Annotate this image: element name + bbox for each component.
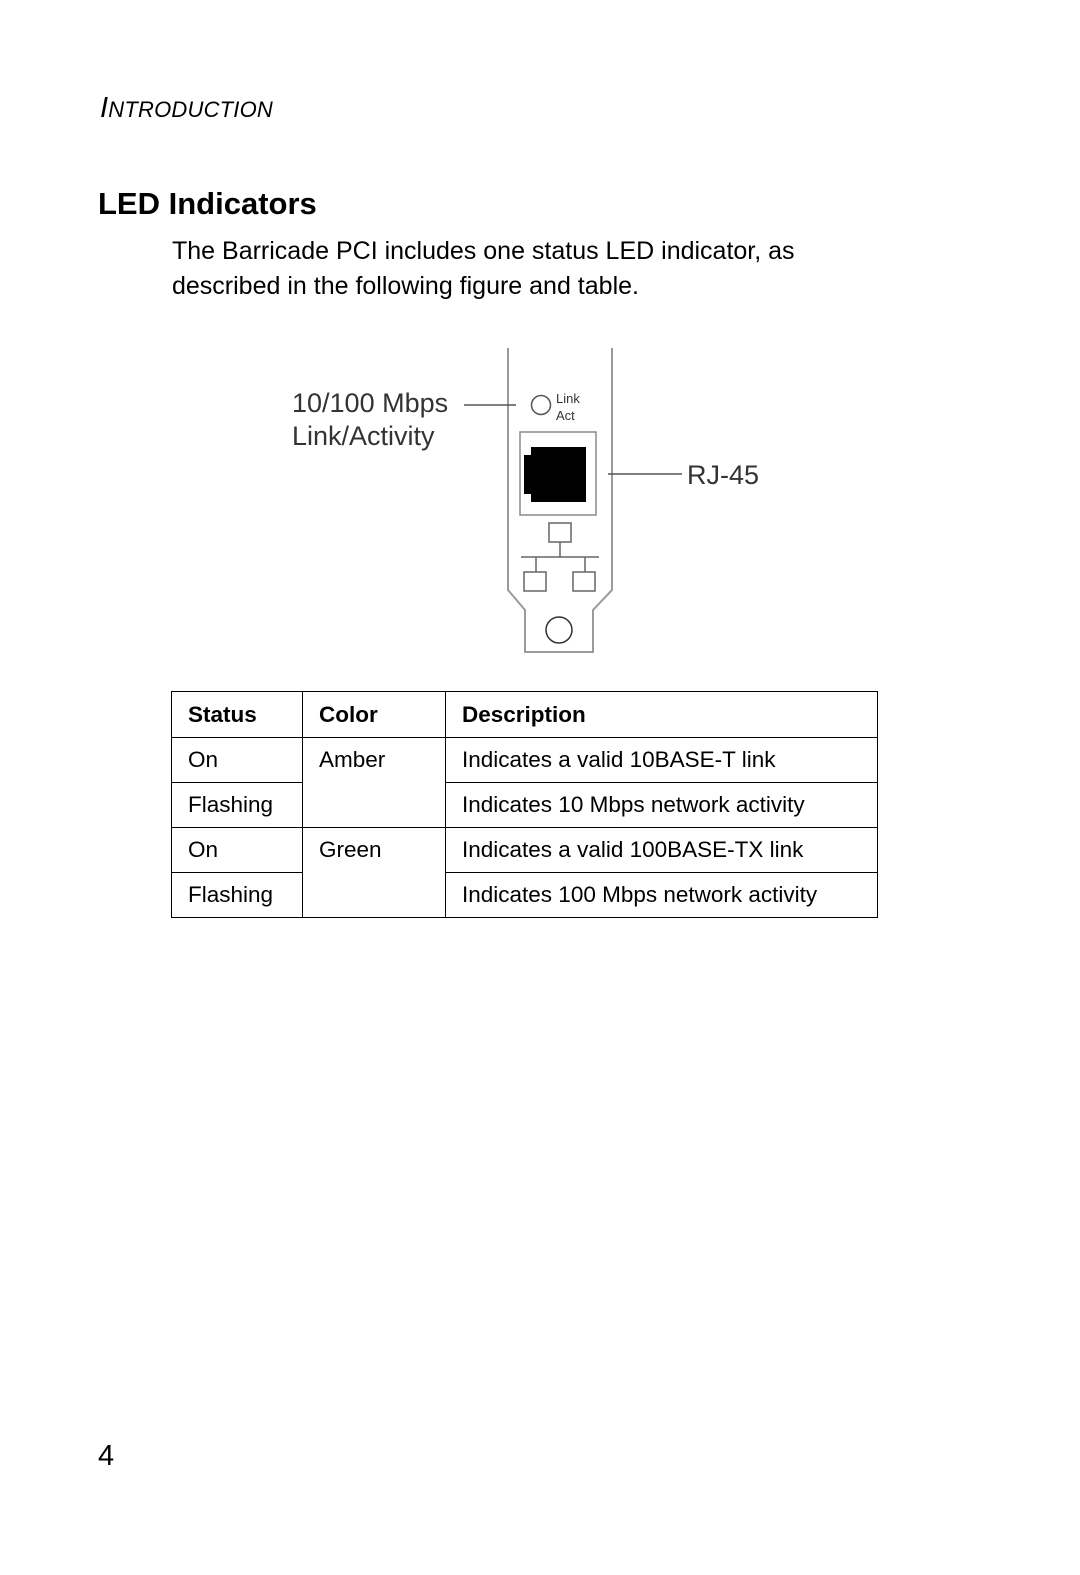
led-tag-act: Act — [556, 408, 575, 423]
cell-color: Amber — [303, 738, 446, 828]
cell-color: Green — [303, 828, 446, 918]
network-icon — [521, 523, 599, 591]
column-header-color: Color — [303, 692, 446, 738]
bracket-outline — [508, 348, 612, 652]
intro-paragraph: The Barricade PCI includes one status LED indicator, as described in the following figure and table. — [172, 237, 795, 300]
rj45-label: RJ-45 — [687, 460, 760, 490]
cell-description: Indicates a valid 10BASE-T link — [446, 738, 878, 783]
led-indicator-icon — [532, 396, 551, 415]
section-title: LED Indicators — [98, 186, 317, 221]
running-header-rest: NTRODUCTION — [108, 97, 274, 122]
cell-description: Indicates 100 Mbps network activity — [446, 873, 878, 918]
running-header — [100, 92, 273, 125]
led-status-table — [171, 691, 878, 918]
cell-status: On — [172, 828, 303, 873]
column-header-description: Description — [446, 692, 878, 738]
column-header-status: Status — [172, 692, 303, 738]
rj45-port-frame — [520, 432, 596, 515]
led-tag-link: Link — [556, 391, 580, 406]
table-row — [172, 873, 878, 918]
table-row — [172, 828, 878, 873]
table-header-row — [172, 692, 878, 738]
table-row — [172, 738, 878, 783]
rj45-jack-icon — [524, 447, 586, 502]
table-row — [172, 783, 878, 828]
led-label-speed: 10/100 Mbps — [292, 388, 449, 418]
mounting-hole-icon — [546, 617, 572, 643]
page-number: 4 — [98, 1440, 115, 1472]
cell-status: On — [172, 738, 303, 783]
cell-description: Indicates a valid 100BASE-TX link — [446, 828, 878, 873]
running-header-initial: I — [100, 92, 109, 124]
cell-description: Indicates 10 Mbps network activity — [446, 783, 878, 828]
led-label-activity: Link/Activity — [292, 421, 435, 451]
cell-status: Flashing — [172, 873, 303, 918]
cell-status: Flashing — [172, 783, 303, 828]
